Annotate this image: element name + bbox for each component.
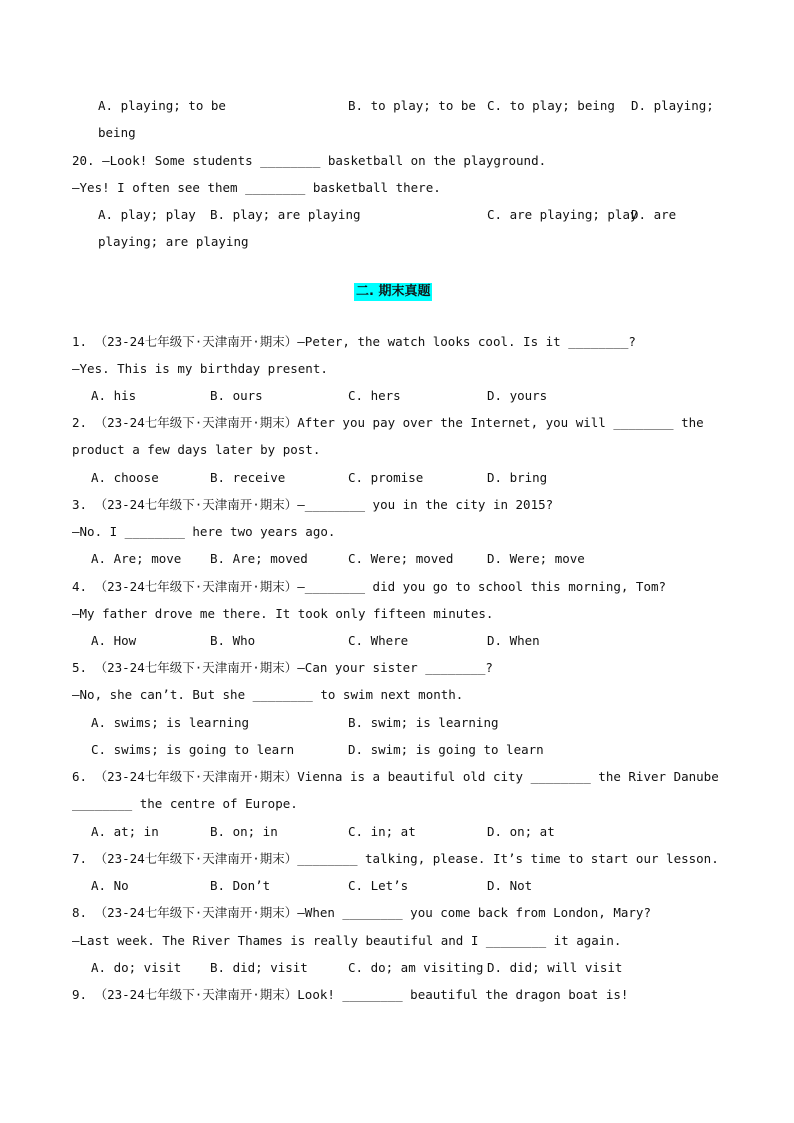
q4-line-1: [72, 579, 666, 595]
question-source: （23-24七年级下·天津南开·期末）: [94, 660, 298, 675]
question-text: Vienna is a beautiful old city ________ the River Danube: [297, 769, 719, 784]
q8-line-1: [72, 905, 651, 921]
q4-line-2: —My father drove me there. It took only fifteen minutes.: [72, 606, 494, 621]
q8-line-2: —Last week. The River Thames is really beautiful and I ________ it again.: [72, 933, 622, 948]
question-number: 4.: [72, 579, 88, 594]
q20-line-1: 20. —Look! Some students ________ basketball on the playground.: [72, 153, 547, 168]
q9-line-1: [72, 987, 628, 1003]
question-source: （23-24七年级下·天津南开·期末）: [94, 497, 298, 512]
q19-option-d-continued: being: [98, 125, 136, 140]
q2-line-1: [72, 415, 704, 431]
q3-line-1: [72, 497, 553, 513]
question-source: （23-24七年级下·天津南开·期末）: [94, 769, 298, 784]
question-source: （23-24七年级下·天津南开·期末）: [94, 905, 298, 920]
question-text: ________ talking, please. It’s time to start our lesson.: [297, 851, 719, 866]
question-number: 8.: [72, 905, 88, 920]
q2-line-2: product a few days later by post.: [72, 442, 321, 457]
q20-option-a: A. play; play: [98, 207, 196, 222]
q4-option-a: A. How: [91, 633, 137, 648]
q3-option-d: D. Were; move: [487, 551, 585, 566]
q6-line-2: ________ the centre of Europe.: [72, 796, 298, 811]
q6-option-b: B. on; in: [210, 824, 278, 839]
question-text: —Can your sister ________?: [297, 660, 493, 675]
q20-option-d-continued: playing; are playing: [98, 234, 249, 249]
q5-option-a: A. swims; is learning: [91, 715, 250, 730]
q6-line-1: [72, 769, 719, 785]
q2-option-a: A. choose: [91, 470, 159, 485]
question-text: —Peter, the watch looks cool. Is it ________?: [297, 334, 636, 349]
question-number: 2.: [72, 415, 88, 430]
q20-option-c: C. are playing; play: [487, 207, 638, 222]
q8-option-c: C. do; am visiting: [348, 960, 484, 975]
q2-option-c: C. promise: [348, 470, 424, 485]
q3-option-a: A. Are; move: [91, 551, 182, 566]
q3-option-c: C. Were; moved: [348, 551, 454, 566]
q8-option-b: B. did; visit: [210, 960, 308, 975]
question-text: —________ you in the city in 2015?: [297, 497, 554, 512]
q5-option-b: B. swim; is learning: [348, 715, 499, 730]
question-source: （23-24七年级下·天津南开·期末）: [94, 415, 298, 430]
question-number: 3.: [72, 497, 88, 512]
q8-option-a: A. do; visit: [91, 960, 182, 975]
question-text: —________ did you go to school this morning, Tom?: [297, 579, 667, 594]
q19-option-b: B. to play; to be: [348, 98, 476, 113]
q8-option-d: D. did; will visit: [487, 960, 623, 975]
q7-option-d: D. Not: [487, 878, 533, 893]
q1-line-1: [72, 334, 636, 350]
q2-option-b: B. receive: [210, 470, 286, 485]
section-heading: 二. 期末真题: [356, 284, 431, 299]
q5-line-1: [72, 660, 493, 676]
question-number: 5.: [72, 660, 88, 675]
q1-option-d: D. yours: [487, 388, 548, 403]
q3-option-b: B. Are; moved: [210, 551, 308, 566]
q19-option-d: D. playing;: [631, 98, 714, 113]
q6-option-a: A. at; in: [91, 824, 159, 839]
q1-option-b: B. ours: [210, 388, 263, 403]
q6-option-d: D. on; at: [487, 824, 555, 839]
q5-option-c: C. swims; is going to learn: [91, 742, 295, 757]
q7-option-b: B. Don’t: [210, 878, 271, 893]
question-source: （23-24七年级下·天津南开·期末）: [94, 987, 298, 1002]
question-source: （23-24七年级下·天津南开·期末）: [94, 851, 298, 866]
q7-option-a: A. No: [91, 878, 129, 893]
question-number: 7.: [72, 851, 88, 866]
q19-option-a: A. playing; to be: [98, 98, 226, 113]
q3-line-2: —No. I ________ here two years ago.: [72, 524, 336, 539]
q1-option-c: C. hers: [348, 388, 401, 403]
question-text: Look! ________ beautiful the dragon boat is!: [297, 987, 629, 1002]
q1-line-2: —Yes. This is my birthday present.: [72, 361, 328, 376]
q2-option-d: D. bring: [487, 470, 548, 485]
q5-option-d: D. swim; is going to learn: [348, 742, 544, 757]
q19-option-c: C. to play; being: [487, 98, 615, 113]
q20-option-d: D. are: [631, 207, 677, 222]
q5-line-2: —No, she can’t. But she ________ to swim next month.: [72, 687, 464, 702]
question-source: （23-24七年级下·天津南开·期末）: [94, 579, 298, 594]
q4-option-c: C. Where: [348, 633, 409, 648]
q7-option-c: C. Let’s: [348, 878, 409, 893]
question-number: 1.: [72, 334, 88, 349]
q4-option-d: D. When: [487, 633, 540, 648]
q6-option-c: C. in; at: [348, 824, 416, 839]
question-text: —When ________ you come back from London, Mary?: [297, 905, 651, 920]
question-number: 9.: [72, 987, 88, 1002]
question-source: （23-24七年级下·天津南开·期末）: [94, 334, 298, 349]
q20-option-b: B. play; are playing: [210, 207, 361, 222]
q4-option-b: B. Who: [210, 633, 256, 648]
q1-option-a: A. his: [91, 388, 137, 403]
q20-line-2: —Yes! I often see them ________ basketball there.: [72, 180, 441, 195]
q7-line-1: [72, 851, 719, 867]
question-number: 6.: [72, 769, 88, 784]
question-text: After you pay over the Internet, you will ________ the: [297, 415, 704, 430]
